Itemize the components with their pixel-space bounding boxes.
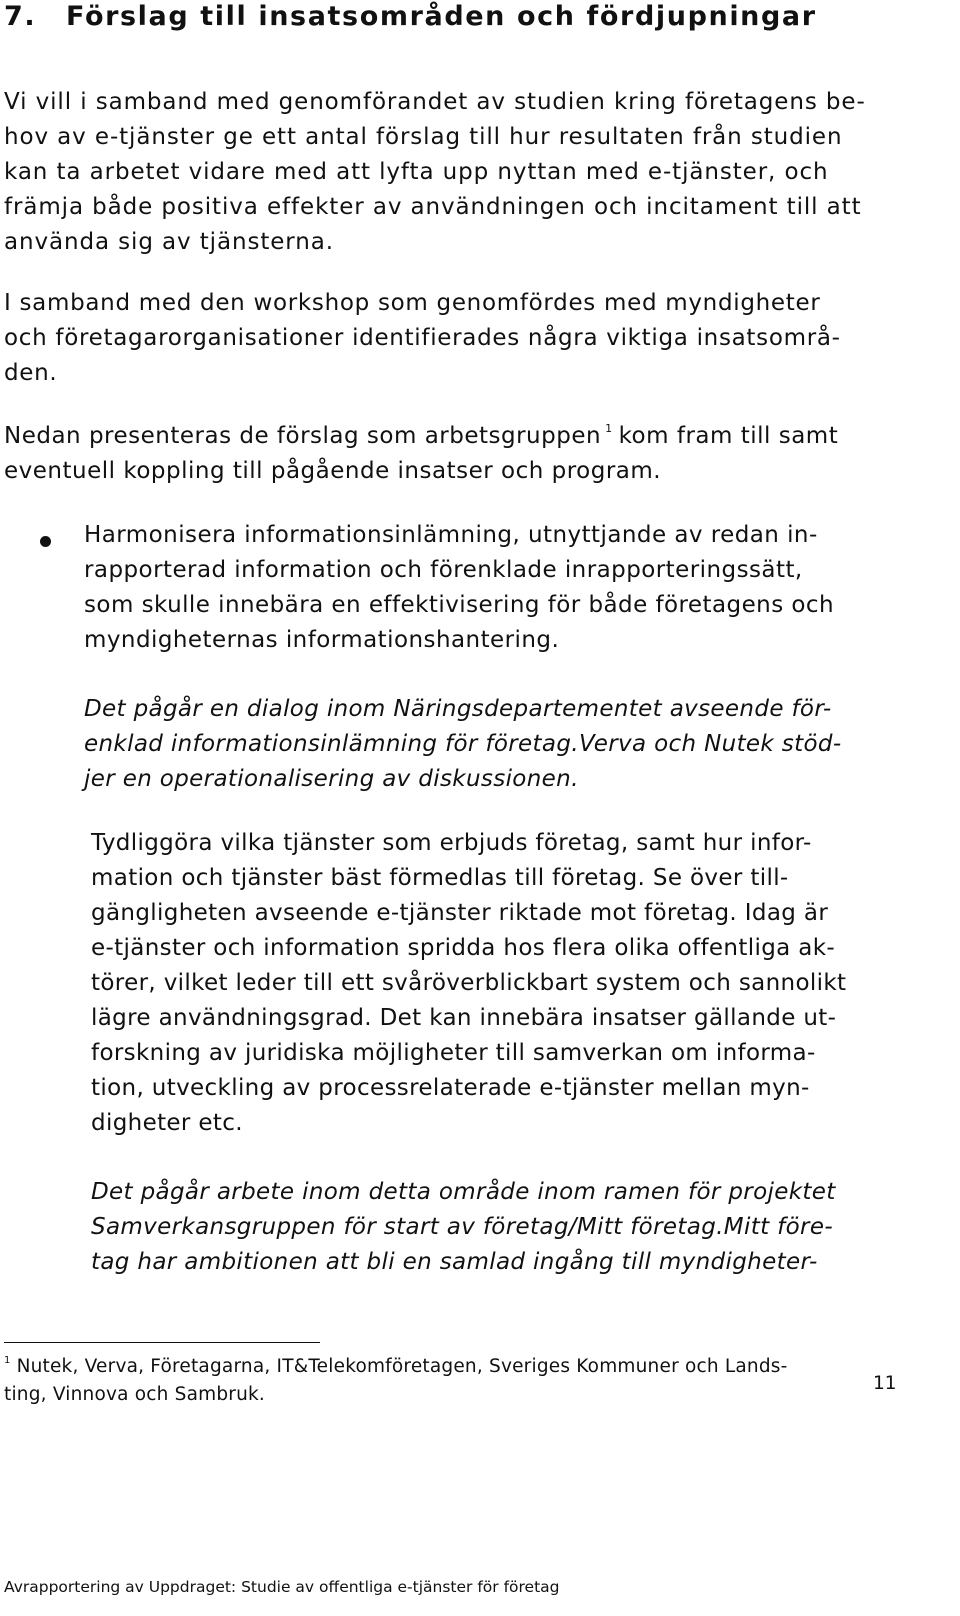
text-line: använda sig av tjänsterna. bbox=[4, 229, 334, 255]
text-fragment: kom fram till samt bbox=[618, 423, 839, 449]
text-line: hov av e-tjänster ge ett antal förslag till hur resultaten från studien bbox=[4, 124, 843, 150]
section-number: 7. bbox=[4, 1, 37, 32]
page-number: 11 bbox=[873, 1373, 897, 1394]
bullet-item-harmonisera bbox=[84, 518, 834, 658]
text-line: enklad informationsinlämning för företag.Verva och Nutek stöd- bbox=[84, 731, 842, 757]
text-line: rapporterad information och förenklade inrapporteringssätt, bbox=[84, 557, 803, 583]
text-line: e-tjänster och information spridda hos flera olika offentliga ak- bbox=[91, 935, 836, 961]
intro-paragraph bbox=[4, 85, 866, 260]
bullet-item-tydliggora bbox=[91, 826, 846, 1141]
section-title: Förslag till insatsområden och fördjupningar bbox=[66, 1, 817, 32]
text-line: och företagarorganisationer identifierades några viktiga insatsområ- bbox=[4, 325, 841, 351]
text-line bbox=[4, 419, 838, 454]
text-line: kan ta arbetet vidare med att lyfta upp nyttan med e-tjänster, och bbox=[4, 159, 829, 185]
text-line: som skulle innebära en effektivisering för både företagens och bbox=[84, 592, 835, 618]
text-line: ting, Vinnova och Sambruk. bbox=[4, 1384, 266, 1405]
footnote-divider bbox=[4, 1342, 320, 1343]
text-line: främja både positiva effekter av användningen och incitament till att bbox=[4, 194, 862, 220]
text-line: tag har ambitionen att bli en samlad ingång till myndigheter- bbox=[91, 1249, 818, 1275]
text-line: mation och tjänster bäst förmedlas till företag. Se över till- bbox=[91, 865, 789, 891]
text-line: Tydliggöra vilka tjänster som erbjuds företag, samt hur infor- bbox=[91, 830, 812, 856]
text-line: Det pågår arbete inom detta område inom ramen för projektet bbox=[91, 1179, 836, 1205]
running-footer: Avrapportering av Uppdraget: Studie av offentliga e-tjänster för företag bbox=[4, 1578, 560, 1596]
text-line: eventuell koppling till pågående insatser och program. bbox=[4, 458, 662, 484]
text-line: Samverkansgruppen för start av företag/Mitt företag.Mitt före- bbox=[91, 1214, 833, 1240]
footnote bbox=[4, 1353, 787, 1409]
text-fragment: Nutek, Verva, Företagarna, IT&Telekomföretagen, Sveriges Kommuner och Lands- bbox=[16, 1356, 788, 1377]
footnote-reference[interactable]: 1 bbox=[605, 422, 613, 435]
footnote-mark: 1 bbox=[4, 1355, 11, 1366]
text-line: gängligheten avseende e-tjänster riktade mot företag. Idag är bbox=[91, 900, 829, 926]
proposals-paragraph bbox=[4, 419, 838, 489]
text-line: Vi vill i samband med genomförandet av studien kring företagens be- bbox=[4, 89, 866, 115]
bullet-icon bbox=[40, 536, 51, 547]
text-fragment: Nedan presenteras de förslag som arbetsgruppen bbox=[4, 423, 602, 449]
text-line: Harmonisera informationsinlämning, utnyttjande av redan in- bbox=[84, 522, 818, 548]
text-line: lägre användningsgrad. Det kan innebära insatser gällande ut- bbox=[91, 1005, 837, 1031]
text-line bbox=[4, 1353, 787, 1381]
text-line: myndigheternas informationshantering. bbox=[84, 627, 560, 653]
text-line: törer, vilket leder till ett svåröverblickbart system och sannolikt bbox=[91, 970, 847, 996]
text-line: den. bbox=[4, 360, 58, 386]
bullet-note-tydliggora bbox=[91, 1175, 836, 1280]
bullet-note-harmonisera bbox=[84, 692, 842, 797]
text-line: tion, utveckling av processrelaterade e-tjänster mellan myn- bbox=[91, 1075, 810, 1101]
text-line: forskning av juridiska möjligheter till samverkan om informa- bbox=[91, 1040, 816, 1066]
text-line: I samband med den workshop som genomfördes med myndigheter bbox=[4, 290, 821, 316]
section-heading bbox=[4, 0, 817, 34]
workshop-paragraph bbox=[4, 286, 841, 391]
text-line: Det pågår en dialog inom Näringsdepartementet avseende för- bbox=[84, 696, 832, 722]
text-line: jer en operationalisering av diskussionen. bbox=[84, 766, 579, 792]
text-line: digheter etc. bbox=[91, 1110, 243, 1136]
